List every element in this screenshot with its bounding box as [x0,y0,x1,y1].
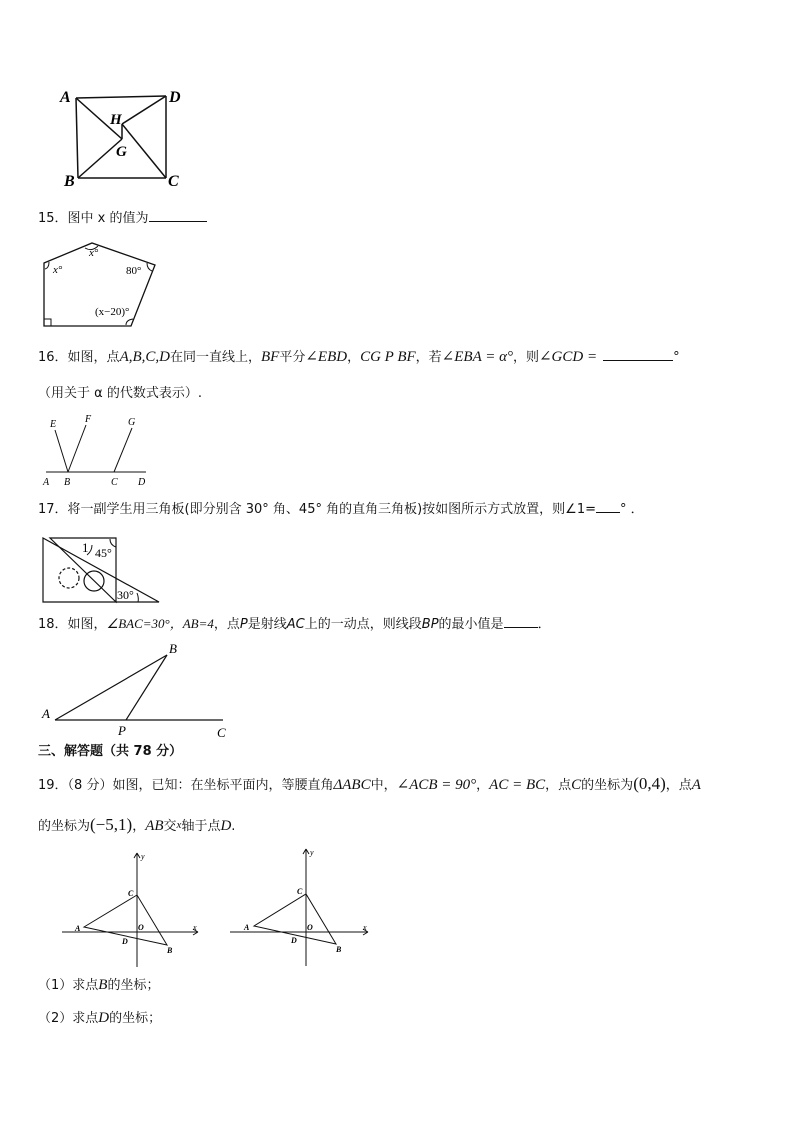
figure-q16-lines [40,415,155,490]
label-C: C [168,173,179,190]
q16-note: （用关于 α 的代数式表示）. [38,386,202,401]
q19-c: C [571,777,582,793]
q18-text-b: ，点 [213,617,240,632]
q18-answer-blank [504,614,538,628]
q18-ac: AC [286,617,305,632]
label-y: y [310,848,314,857]
q16-t2: 平分 [279,350,306,365]
q18-p: P [239,617,248,632]
q19-line2-a: 的坐标为 [38,819,91,834]
q19-t3: ， [476,778,490,793]
q19-line2-e: . [231,819,236,834]
q19-triangle: ΔABC [333,777,371,793]
q16-bf: BF [261,349,280,365]
q18-bp: BP [421,617,439,632]
q19-angle: ∠ACB = 90° [396,777,477,793]
q18-tail: ． [537,617,551,632]
q16-points: A,B,C,D [119,349,170,365]
q19-t2: 中， [370,778,397,793]
q19-sub2-c: 的坐标； [109,1011,162,1026]
question-18 [38,614,551,634]
label-O: O [138,923,144,932]
q16-t4: ，则 [512,350,539,365]
q15-number: 15． [38,211,68,226]
label-A: A [42,706,50,721]
q17-text: 将一副学生用三角板(即分别含 30° 角、45° 角的直角三角板)按如图所示方式放置，则∠1= [67,502,596,517]
question-16: 16．如图，点A,B,C,D在同一直线上，BF平分∠EBD，CG P BF，若∠EBA = α°，则∠GCD = ° [38,349,680,365]
label-B: B [169,641,177,656]
figure-q14-square [58,86,198,191]
q19-line2-c: 交 [163,819,177,834]
label-A: A [60,89,71,106]
label-x: x [363,923,367,932]
figure-q17-set-squares [40,535,165,607]
label-A: A [75,924,81,933]
label-x-left: x° [53,264,63,276]
label-C: C [111,477,118,488]
label-D: D [291,936,297,945]
label-45: 45° [95,546,112,560]
section-3-title: 三、解答题（共 78 分） [38,744,183,759]
q19-sub-1 [38,976,159,995]
q16-condition: ∠EBA = α° [441,349,513,365]
label-B: B [64,173,75,190]
label-B: B [64,477,71,488]
label-A: A [244,923,250,932]
q19-x: x [176,819,182,831]
q19-t5: 的坐标为 [581,778,634,793]
q16-number: 16． [38,350,68,365]
figure-q18-triangle [38,640,238,740]
q18-number: 18． [38,617,68,632]
q18-text-d: 上的一动点，则线段 [304,617,422,632]
q16-intro: 如图，点 [67,350,120,365]
q19-t1: 如图，已知：在坐标平面内，等腰直角 [112,778,334,793]
q19-d: D [220,818,232,834]
question-17 [38,499,644,519]
label-P: P [118,723,126,738]
label-30: 30° [117,588,134,602]
q16-t1: 在同一直线上， [169,350,261,365]
label-80: 80° [126,265,142,277]
figure-q19-right [230,846,380,968]
q17-number: 17． [38,502,68,517]
q19-sub2-d: D [98,1010,110,1026]
label-C: C [128,889,134,898]
q19-a: A [691,777,701,793]
q17-answer-blank [596,499,620,513]
q19-sub1-b: B [98,977,108,993]
label-F: F [85,414,92,425]
label-y: y [141,852,145,861]
label-x-minus-20: (x−20)° [95,306,130,318]
q19-coord-a: (−5,1) [90,815,133,834]
q16-answer-blank [603,347,673,361]
q15-answer-blank [149,208,207,222]
question-19-line2 [38,816,235,836]
q18-text-a: 如图， [67,617,107,632]
label-D: D [122,937,128,946]
q16-degree: ° [673,350,680,365]
q19-coord-c: (0,4) [633,774,666,793]
q16-angle-ebd: ∠EBD [305,349,348,365]
label-B: B [336,945,342,954]
q19-t4: ，点 [545,778,572,793]
q16-t3: ，若 [415,350,442,365]
q19-line2-b: ， [132,819,146,834]
q19-sub1-c: 的坐标； [107,978,160,993]
label-G: G [116,144,127,160]
label-A: A [43,477,50,488]
q19-line2-d: 轴于点 [181,819,221,834]
label-E: E [50,419,57,430]
label-angle-1: 1 [82,540,89,555]
q19-number: 19． [38,778,68,793]
q17-tail: ° ． [620,502,644,517]
q18-text-c: 是射线 [247,617,287,632]
figure-q19-left [62,850,212,970]
q19-sub1-a: （1）求点 [38,978,99,993]
label-C: C [297,887,303,896]
q19-equality: AC = BC [489,777,546,793]
q16-cg-parallel-bf: CG P BF [360,349,416,365]
q19-score: （8 分） [67,778,113,793]
label-O: O [307,923,313,932]
label-G: G [128,417,136,428]
label-C: C [217,725,226,740]
q19-sub-2 [38,1009,161,1028]
question-15 [38,208,207,228]
q19-t6: ，点 [665,778,692,793]
label-D: D [138,477,146,488]
q15-text: 图中 x 的值为 [67,211,149,226]
label-H: H [110,112,122,128]
label-D: D [169,89,181,106]
q18-condition: ∠BAC=30°，AB=4 [106,616,214,631]
q18-text-e: 的最小值是 [438,617,504,632]
q16-target: ∠GCD = [538,349,598,365]
label-x: x [193,923,197,932]
figure-q15-pentagon [40,240,170,335]
label-B: B [167,946,173,955]
label-x-top: x° [89,247,99,259]
question-19 [38,775,701,795]
q19-ab: AB [145,818,164,834]
q19-sub2-a: （2）求点 [38,1011,99,1026]
